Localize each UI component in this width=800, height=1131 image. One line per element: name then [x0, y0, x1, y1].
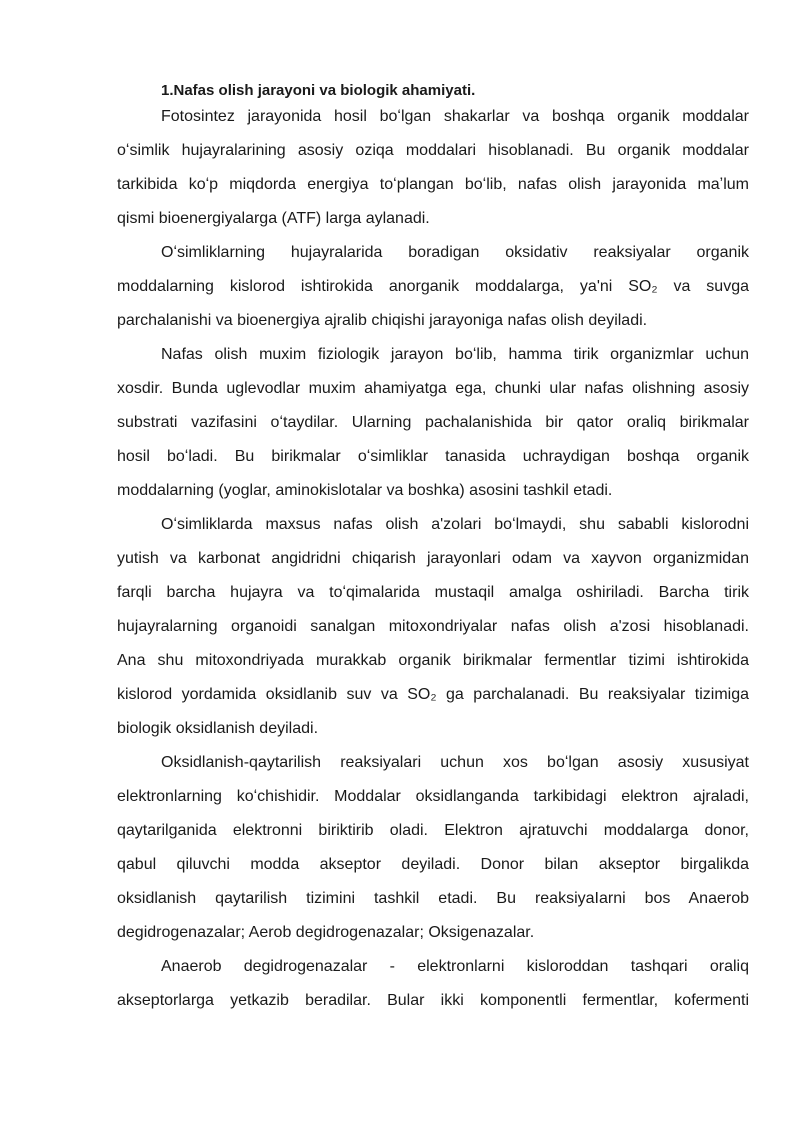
paragraph-line: Oʻsimliklarning hujayralarida boradigan oksidativ reaksiyalar organik	[161, 244, 749, 261]
paragraph-1	[117, 108, 749, 244]
document-body	[117, 74, 749, 1026]
paragraph-line: hosil boʻladi. Bu birikmalar oʻsimliklar tanasida uchraydigan boshqa organik	[117, 448, 749, 465]
paragraph-line: biologik oksidlanish deyiladi.	[117, 720, 319, 737]
paragraph-3	[117, 346, 749, 516]
paragraph-4	[117, 516, 749, 754]
paragraph-line: Oksidlanish-qaytarilish reaksiyalari uchun xos boʻlgan asosiy xususiyat	[161, 754, 749, 771]
paragraph-line: hujayralarning organoidi sanalgan mitoxondriyalar nafas olish a'zosi hisoblanadi.	[117, 618, 749, 635]
paragraph-line: Ana shu mitoxondriyada murakkab organik birikmalar fermentlar tizimi ishtirokida	[117, 652, 749, 669]
paragraph-line: parchalanishi va bioenergiya ajralib chiqishi jarayoniga nafas olish deyiladi.	[117, 312, 648, 329]
paragraph-line: Fotosintez jarayonida hosil boʻlgan shakarlar va boshqa organik moddalar	[161, 108, 749, 125]
paragraph-line: Anaerob degidrogenazalar - elektronlarni kisloroddan tashqari oraliq	[161, 958, 749, 975]
paragraph-line: qismi bioenergiyalarga (ATF) larga aylanadi.	[117, 210, 430, 227]
paragraph-line: elektronlarning koʻchishidir. Moddalar oksidlanganda tarkibidagi elektron ajraladi,	[117, 788, 749, 805]
paragraph-line: akseptorlarga yetkazib beradilar. Bular ikki komponentli fermentlar, kofermentі	[117, 992, 749, 1009]
paragraph-line: oʻsimlik hujayralarining asosiy oziqa moddalari hisoblanadi. Bu organik moddalar	[117, 142, 749, 159]
paragraph-line: Oʻsimliklarda maxsus nafas olish a'zolari boʻlmaydi, shu sababli kislorodni	[161, 516, 749, 533]
paragraph-line: moddalarning (yoglar, aminokislotalar va boshka) asosini tashkil etadi.	[117, 482, 613, 499]
paragraph-line: farqli barcha hujayra va toʻqimalarida mustaqil amalga oshiriladi. Barcha tirik	[117, 584, 749, 601]
paragraph-line: yutish va karbonat angidridni chiqarish jarayonlari odam va xayvon organizmidan	[117, 550, 749, 567]
paragraph-line: substrati vazifasini oʻtaydilar. Ularning pachalanishida bir qator oraliq birikmalar	[117, 414, 749, 431]
paragraph-line: moddalarning kislorod ishtirokida anorganik moddalarga, ya'ni SO₂ va suvga	[117, 278, 749, 295]
paragraph-line: kislorod yordamida oksidlanib suv va SO₂ ga parchalanadi. Bu reaksiyalar tizimiga	[117, 686, 749, 703]
paragraph-line: Nafas olish muxim fiziologik jarayon boʻlib, hamma tirik organizmlar uchun	[161, 346, 749, 363]
paragraph-line: xosdir. Bunda uglevodlar muxim ahamiyatga ega, chunki ular nafas olishning asosiy	[117, 380, 749, 397]
paragraph-6	[117, 958, 749, 1026]
paragraph-line: oksidlanish qaytarilish tizimini tashkil etadi. Bu reaksiyaIarni bos Anaerob	[117, 890, 749, 907]
paragraph-2	[117, 244, 749, 346]
paragraph-line: tarkibida koʻp miqdorda energiya toʻplangan boʻlib, nafas olish jarayonida maʼlum	[117, 176, 749, 193]
paragraph-line: qabul qiluvchi modda akseptor deyiladi. Donor bilan akseptor birgalikda	[117, 856, 749, 873]
section-heading: 1.Nafas olish jarayoni va biologik ahamiyati.	[161, 82, 476, 99]
paragraph-5	[117, 754, 749, 958]
paragraph-line: degidrogenazalar; Aerob degidrogenazalar; Oksigenazalar.	[117, 924, 535, 941]
paragraph-line: qaytarilganida elektronni biriktirib oladi. Elektron ajratuvchi moddalarga donor,	[117, 822, 749, 839]
